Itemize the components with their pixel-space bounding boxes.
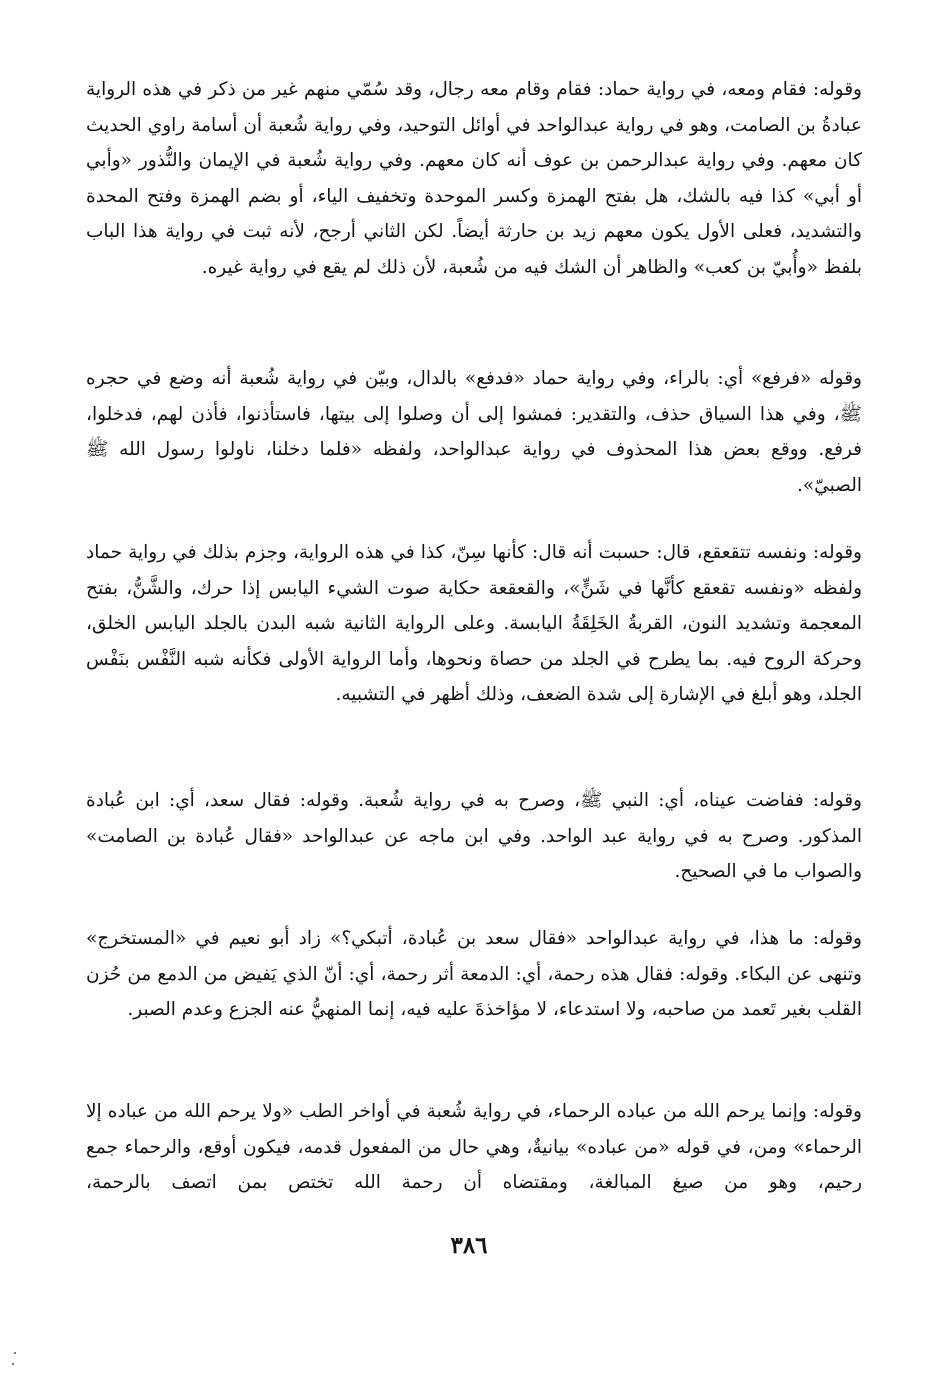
- page-number: ٣٨٦: [450, 1232, 488, 1259]
- paragraph-5: وقوله: ما هذا، في رواية عبدالواحد «فقال سعد بن عُبادة، أتبكي؟» زاد أبو نعيم في «المستخرج» وتنهى عن البكاء. وقوله: فقال هذه رحمة، أي: الدمعة أثر رحمة، أي: أنّ الذي يَفيض من الدمع من حُزن القلب بغير تَعمد من صاحبه، ولا استدعاء، لا مؤاخذةَ عليه فيه، إنما المنهيُّ عنه الجزع وعدم الصبر.: [86, 928, 862, 1020]
- scan-speck: [14, 1352, 16, 1354]
- paragraph-1: وقوله: فقام ومعه، في رواية حماد: فقام وقام معه رجال، وقد سُمّي منهم غير من ذكر في هذه الرواية عبادةُ بن الصامت، وهو في رواية عبدالواحد في أوائل التوحيد، وفي رواية شُعبة أن أسامة راوي الحديث كان معهم. وفي رواية عبدالرحمن بن عوف أنه كان معهم. وفي رواية شُعبة في الإيمان والنُّذور «وأبي أو أبي» كذا فيه بالشك، هل بفتح الهمزة وكسر الموحدة وتخفيف الياء، أو بضم الهمزة وفتح المحدة والتشديد، فعلى الأول يكون معهم زيد بن حارثة أيضاً. لكن الثاني أرجح، لأنه ثبت في رواية هذا الباب بلفظ «وأُبيّ بن كعب» والظاهر أن الشك فيه من شُعبة، لأن ذلك لم يقع في رواية غيره.: [86, 79, 862, 278]
- paragraph-3: وقوله: ونفسه تتقعقع، قال: حسبت أنه قال: كأنها سِنّ، كذا في هذه الرواية، وجزم بذلك في رواية حماد ولفظه «ونفسه تقعقع كأنَّها في شَنٍّ»، والقعقعة حكاية صوت الشيء اليابس إذا حرك، والشَّنُّ، بفتح المعجمة وتشديد النون، القربةُ الخَلِقَةُ اليابسة. وعلى الرواية الثانية شبه البدن بالجلد اليابس الخلق، وحركة الروح فيه. بما يطرح في الجلد من حصاة ونحوها، وأما الرواية الأولى فكأنه شبه النَّفْس بنَفْس الجلد، وهو أبلغ في الإشارة إلى شدة الضعف، وذلك أظهر في التشبيه.: [86, 542, 862, 705]
- paragraph-2: وقوله «فرفع» أي: بالراء، وفي رواية حماد «فدفع» بالدال، وبيّن في رواية شُعبة أنه وضع في حجره ﷺ، وفي هذا السياق حذف، والتقدير: فمشوا إلى أن وصلوا إلى بيتها، فاستأذنوا، فأذن لهم، فدخلوا، فرفع. ووقع بعض هذا المحذوف في رواية عبدالواحد، ولفظه «فلما دخلنا، ناولوا رسول الله ﷺ الصبيّ».: [86, 368, 862, 496]
- paragraph-6: وقوله: وإنما يرحم الله من عباده الرحماء، في رواية شُعبة في أواخر الطب «ولا يرحم الله من عباده إلا الرحماء» ومن، في قوله «من عباده» بيانيةٌ، وهي حال من المفعول قدمه، فيكون أوقع، والرحماء جمع رحيم، وهو من صيغ المبالغة، ومقتضاه أن رحمة الله تختص بمن اتصف بالرحمة،: [86, 1101, 862, 1193]
- paragraph-4: وقوله: ففاضت عيناه، أي: النبي ﷺ، وصرح به في رواية شُعبة. وقوله: فقال سعد، أي: ابن عُبادة المذكور. وصرح به في رواية عبد الواحد. وفي ابن ماجه عن عبدالواحد «فقال عُبادة بن الصامت» والصواب ما في الصحيح.: [86, 790, 862, 882]
- scan-speck: [12, 1363, 14, 1365]
